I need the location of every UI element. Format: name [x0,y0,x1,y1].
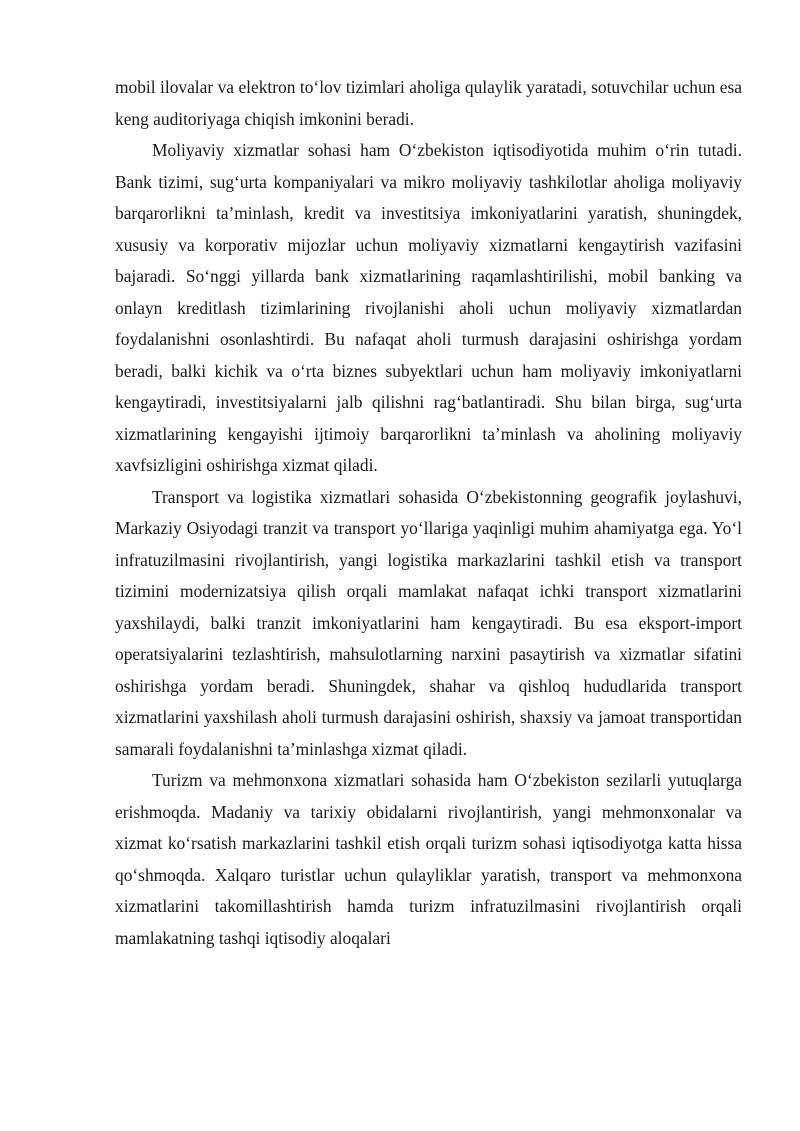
paragraph-transport-logistics: Transport va logistika xizmatlari sohasida O‘zbekistonning geografik joylashuvi, Markaziy Osiyodagi tranzit va transport yo‘llariga yaqinligi muhim ahamiyatga ega. Yo‘l infratuzilmasini rivojlantirish, yangi logistika markazlarini tashkil etish va transport tizimini modernizatsiya qilish orqali mamlakat nafaqat ichki transport xizmatlarini yaxshilaydi, balki tranzit imkoniyatlarini ham kengaytiradi. Bu esa eksport-import operatsiyalarini tezlashtirish, mahsulotlarning narxini pasaytirish va xizmatlar sifatini oshirishga yordam beradi. Shuningdek, shahar va qishloq hududlarida transport xizmatlarini yaxshilash aholi turmush darajasini oshirish, shaxsiy va jamoat transportidan samarali foydalanishni ta’minlashga xizmat qiladi. [115,486,742,759]
paragraph-financial-services: Moliyaviy xizmatlar sohasi ham O‘zbekiston iqtisodiyotida muhim o‘rin tutadi. Bank tizimi, sug‘urta kompaniyalari va mikro moliyaviy tashkilotlar aholiga moliyaviy barqarorlikni ta’minlash, kredit va investitsiya imkoniyatlarini yaratish, shuningdek, xususiy va korporativ mijozlar uchun moliyaviy xizmatlarni kengaytirish vazifasini bajaradi. So‘nggi yillarda bank xizmatlarining raqamlashtirilishi, mobil banking va onlayn kreditlash tizimlarining rivojlanishi aholi uchun moliyaviy xizmatlardan foydalanishni osonlashtirdi. Bu nafaqat aholi turmush darajasini oshirishga yordam beradi, balki kichik va o‘rta biznes subyektlari uchun ham moliyaviy imkoniyatlarni kengaytiradi, investitsiyalarni jalb qilishni rag‘batlantiradi. Shu bilan birga, sug‘urta xizmatlarining kengayishi ijtimoiy barqarorlikni ta’minlash va aholining moliyaviy xavfsizligini oshirishga xizmat qiladi. [115,140,742,475]
paragraph-continuation: mobil ilovalar va elektron to‘lov tizimlari aholiga qulaylik yaratadi, sotuvchilar uchun esa keng auditoriyaga chiqish imkonini beradi. [115,77,742,129]
document-page [115,72,742,954]
paragraph-tourism-hospitality: Turizm va mehmonxona xizmatlari sohasida ham O‘zbekiston sezilarli yutuqlarga erishmoqda. Madaniy va tarixiy obidalarni rivojlantirish, yangi mehmonxonalar va xizmat ko‘rsatish markazlarini tashkil etish orqali turizm sohasi iqtisodiyotga katta hissa qo‘shmoqda. Xalqaro turistlar uchun qulayliklar yaratish, transport va mehmonxona xizmatlarini takomillashtirish hamda turizm infratuzilmasini rivojlantirish orqali mamlakatning tashqi iqtisodiy aloqalari [115,770,742,948]
